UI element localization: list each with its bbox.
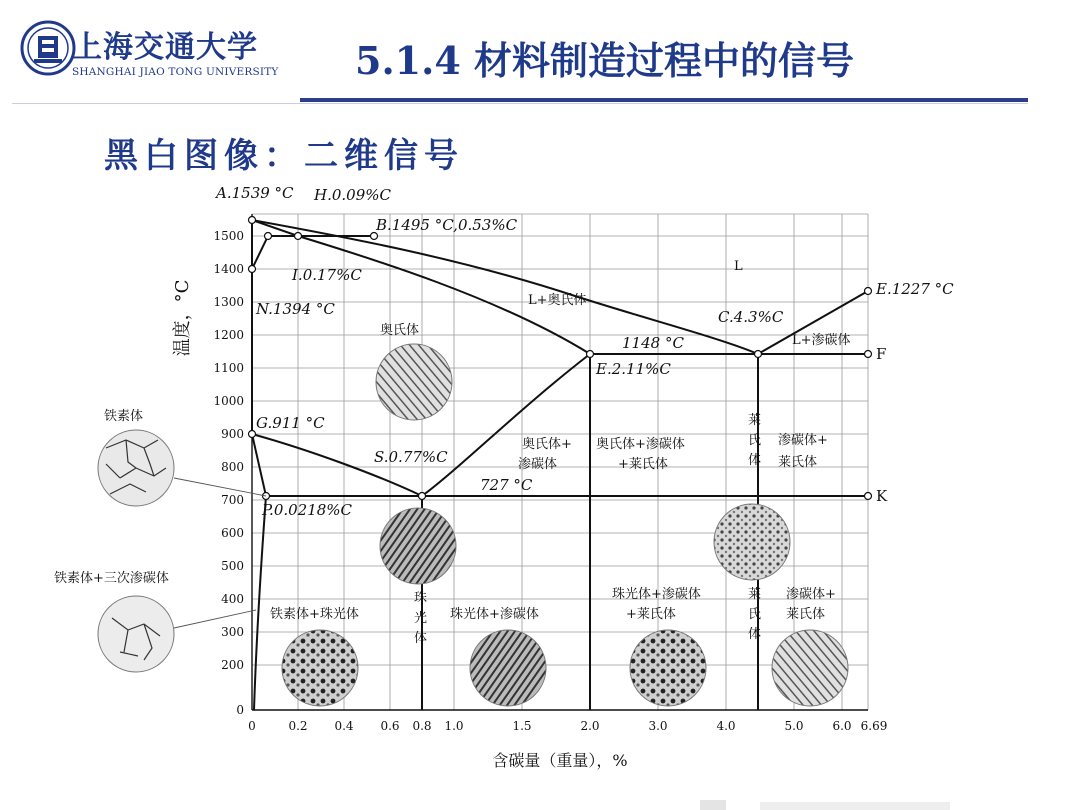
region-ferrite-pearlite: 铁素体+珠光体 [270, 607, 359, 622]
x-tick: 0.8 [412, 719, 432, 733]
point-label-c: C.4.3%C [718, 308, 784, 326]
region-l-cementite: L+渗碳体 [792, 333, 851, 348]
region-led-v2: 氏 [748, 433, 762, 448]
x-tick: 5.0 [784, 719, 804, 733]
point-label-n: N.1394 °C [256, 300, 335, 318]
region-cem-led2-2: 莱氏体 [786, 607, 826, 622]
point-label-p: P.0.0218%C [262, 501, 353, 519]
point-label-b: B.1495 °C,0.53%C [376, 216, 518, 234]
x-tick: 4.0 [716, 719, 736, 733]
region-pearl-v3: 体 [414, 631, 428, 646]
micrographs [98, 344, 848, 706]
point-label-f: F [876, 345, 887, 363]
y-tick: 800 [221, 460, 244, 474]
point-label-h: H.0.09%C [314, 186, 391, 204]
iron-carbon-phase-diagram [40, 178, 1000, 788]
micrograph-pearlite-cementite [470, 630, 546, 706]
slide-title: 5.1.4 材料制造过程中的信号 [355, 38, 855, 83]
line-gp [252, 434, 266, 496]
y-axis-label: 温度，°C [172, 279, 193, 357]
region-aus-cem-1: 奥氏体+ [522, 437, 572, 452]
x-tick: 0.6 [380, 719, 400, 733]
y-tick: 1100 [213, 361, 244, 375]
region-cem-led-2: 莱氏体 [778, 455, 818, 470]
y-tick: 500 [221, 559, 244, 573]
y-tick: 1300 [213, 295, 244, 309]
line-nh [252, 236, 268, 269]
micrograph-ledeburite [714, 504, 790, 580]
y-tick-labels [213, 229, 244, 717]
watermark [700, 796, 960, 810]
university-name-cn: 上海交通大学 [72, 30, 258, 65]
region-pearl-cem: 珠光体+渗碳体 [450, 607, 539, 622]
micrograph-ferrite-pearlite [282, 630, 358, 706]
y-tick: 0 [236, 703, 244, 717]
university-logo [18, 18, 78, 78]
region-led2-v1: 莱 [748, 587, 762, 602]
x-axis-label: 含碳量（重量），% [492, 751, 628, 770]
title-rule-thin [12, 103, 1028, 104]
x-tick: 0 [248, 719, 256, 733]
region-aus-cem-led-1: 奥氏体+渗碳体 [596, 437, 685, 452]
x-tick-labels [248, 719, 887, 733]
x-tick: 0.2 [288, 719, 308, 733]
side-label-ferrite-cementite: 铁素体+三次渗碳体 [54, 571, 169, 586]
micrograph-austenite [376, 344, 452, 420]
x-tick: 6.0 [832, 719, 852, 733]
region-led-v1: 莱 [748, 413, 762, 428]
micrograph-pearlite-cem-led [630, 630, 706, 706]
region-pearl-v2: 光 [414, 611, 428, 626]
point-label-727: 727 °C [480, 476, 533, 494]
region-aus-cem-2: 渗碳体 [518, 457, 558, 472]
y-tick: 1500 [213, 229, 244, 243]
side-label-ferrite: 铁素体 [104, 409, 144, 424]
grid [252, 214, 868, 710]
region-austenite: 奥氏体 [380, 323, 420, 338]
point-label-a: A.1539 °C [216, 184, 294, 202]
x-tick: 1.0 [444, 719, 464, 733]
micrograph-cem-led [772, 630, 848, 706]
point-label-i: I.0.17%C [292, 266, 362, 284]
y-tick: 300 [221, 625, 244, 639]
region-led-v3: 体 [748, 453, 762, 468]
micrograph-ferrite-cementite [98, 596, 174, 672]
x-tick: 2.0 [580, 719, 600, 733]
x-tick: 6.69 [860, 719, 888, 733]
x-tick: 1.5 [512, 719, 532, 733]
region-aus-cem-led-2: +莱氏体 [618, 457, 668, 472]
region-pearl-v1: 珠 [414, 591, 428, 606]
region-pearl-cem-led-2: +莱氏体 [626, 607, 676, 622]
y-tick: 700 [221, 493, 244, 507]
point-label-1148: 1148 °C [622, 334, 684, 352]
title-rule [300, 98, 1028, 102]
y-tick: 400 [221, 592, 244, 606]
y-tick: 1400 [213, 262, 244, 276]
slide-subtitle: 黑白图像：二维信号 [104, 136, 464, 176]
micrograph-pearlite [380, 508, 456, 584]
region-l: L [734, 259, 743, 274]
region-l-austenite: L+奥氏体 [528, 293, 587, 308]
point-label-e1227: E.1227 °C [876, 280, 954, 298]
x-tick: 0.4 [334, 719, 354, 733]
point-label-e211: E.2.11%C [596, 360, 671, 378]
region-led2-v3: 体 [748, 627, 762, 642]
point-label-k: K [876, 487, 888, 505]
y-tick: 1000 [213, 394, 244, 408]
university-name-en: SHANGHAI JIAO TONG UNIVERSITY [72, 66, 279, 78]
y-tick: 600 [221, 526, 244, 540]
region-led2-v2: 氏 [748, 607, 762, 622]
solidus-ae [252, 220, 590, 354]
y-tick: 200 [221, 658, 244, 672]
x-tick: 3.0 [648, 719, 668, 733]
point-label-s: S.0.77%C [374, 448, 448, 466]
point-label-g: G.911 °C [256, 414, 325, 432]
line-pq [254, 496, 266, 710]
y-tick: 900 [221, 427, 244, 441]
y-tick: 1200 [213, 328, 244, 342]
region-pearl-cem-led-1: 珠光体+渗碳体 [612, 587, 701, 602]
slide-header [0, 0, 1080, 106]
region-cem-led2-1: 渗碳体+ [786, 587, 836, 602]
region-cem-led-1: 渗碳体+ [778, 433, 828, 448]
